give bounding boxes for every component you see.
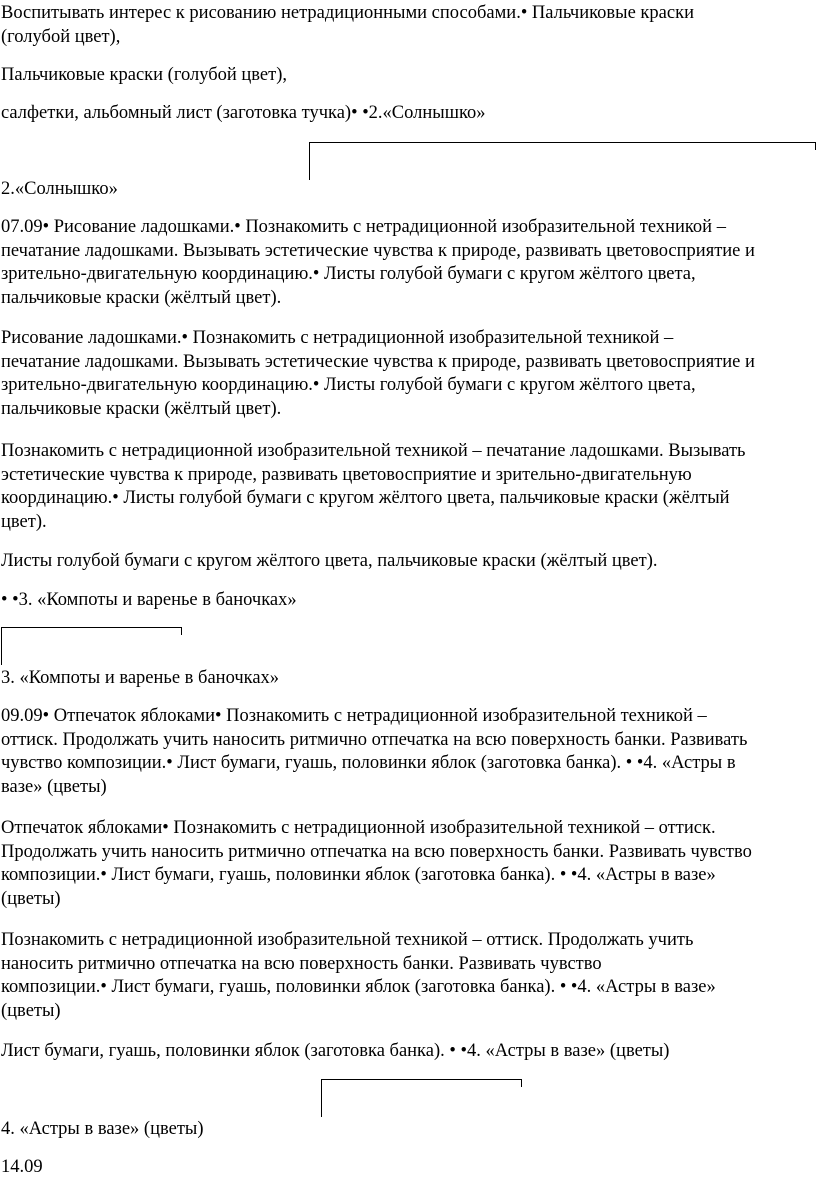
paragraph <box>1 1118 813 1142</box>
text-line: наносить ритмично отпечатка на всю поверхность банки. Развивать чувство <box>1 953 602 974</box>
paragraph <box>1 327 813 421</box>
paragraph <box>1 1156 813 1180</box>
text-line: оттиск. Продолжать учить наносить ритмично отпечатка на всю поверхность банки. Развивать <box>1 729 748 750</box>
text-line: 14.09 <box>1 1157 43 1177</box>
paragraph <box>1 550 813 574</box>
text-line: Лист бумаги, гуашь, половинки яблок (заготовка банка). • •4. «Астры в вазе» (цветы) <box>1 1041 670 1061</box>
text-line: цвет). <box>1 511 47 532</box>
text-line: (голубой цвет), <box>1 26 121 47</box>
paragraph <box>1 929 813 1023</box>
text-line: печатание ладошками. Вызывать эстетические чувства к природе, развивать цветовосприятие и <box>1 351 755 372</box>
text-line: зрительно-двигательную координацию.• Листы голубой бумаги с кругом жёлтого цвета, <box>1 375 696 395</box>
paragraph <box>1 589 813 613</box>
text-line: 3. «Компоты и варенье в баночках» <box>1 668 280 688</box>
text-line: зрительно-двигательную координацию.• Листы голубой бумаги с кругом жёлтого цвета, <box>1 264 696 284</box>
text-line: Листы голубой бумаги с кругом жёлтого цвета, пальчиковые краски (жёлтый цвет). <box>1 551 658 571</box>
text-line: • •3. «Компоты и варенье в баночках» <box>1 590 297 610</box>
text-line: вазе» (цветы) <box>1 776 107 797</box>
text-line: пальчиковые краски (жёлтый цвет). <box>1 398 282 419</box>
paragraph <box>1 817 813 911</box>
text-line: пальчиковые краски (жёлтый цвет). <box>1 287 282 308</box>
text-line: координацию.• Листы голубой бумаги с кругом жёлтого цвета, пальчиковые краски (жёлтый <box>1 488 730 508</box>
text-line: Познакомить с нетрадиционной изобразительной техникой – печатание ладошками. Вызывать <box>1 441 746 461</box>
text-line: Продолжать учить наносить ритмично отпечатка на всю поверхность банки. Развивать чувство <box>1 841 752 862</box>
paragraph <box>1 705 813 799</box>
text-line: (цветы) <box>1 1000 61 1021</box>
text-line: салфетки, альбомный лист (заготовка тучка)• •2.«Солнышко» <box>1 103 486 123</box>
paragraph <box>1 2 813 49</box>
text-line: 2.«Солнышко» <box>1 179 118 199</box>
paragraph <box>1 216 813 310</box>
text-line: Воспитывать интерес к рисованию нетрадиционными способами.• Пальчиковые краски <box>1 3 694 23</box>
text-line: Пальчиковые краски (голубой цвет), <box>1 65 288 85</box>
text-line: (цветы) <box>1 888 61 909</box>
paragraph <box>1 1040 813 1064</box>
text-line: Отпечаток яблоками• Познакомить с нетрадиционной изобразительной техникой – оттиск. <box>1 818 716 838</box>
text-line: Познакомить с нетрадиционной изобразительной техникой – оттиск. Продолжать учить <box>1 930 694 950</box>
text-line: 07.09• Рисование ладошками.• Познакомить с нетрадиционной изобразительной техникой – <box>1 217 726 237</box>
text-line: чувство композиции.• Лист бумаги, гуашь, половинки яблок (заготовка банка). • •4. «Астры в <box>1 753 736 773</box>
paragraph <box>1 440 813 534</box>
text-line: 4. «Астры в вазе» (цветы) <box>1 1119 204 1139</box>
text-line: композиции.• Лист бумаги, гуашь, половинки яблок (заготовка банка). • •4. «Астры в вазе» <box>1 977 716 997</box>
paragraph <box>1 178 813 202</box>
table-border-fragment <box>1 627 181 665</box>
table-border-fragment <box>309 142 815 180</box>
paragraph <box>1 102 813 126</box>
text-line: печатание ладошками. Вызывать эстетические чувства к природе, развивать цветовосприятие и <box>1 240 755 261</box>
table-border-fragment <box>321 1079 521 1117</box>
text-line: 09.09• Отпечаток яблоками• Познакомить с нетрадиционной изобразительной техникой – <box>1 706 707 726</box>
text-line: эстетические чувства к природе, развивать цветовосприятие и зрительно-двигательную <box>1 464 692 485</box>
text-line: Рисование ладошками.• Познакомить с нетрадиционной изобразительной техникой – <box>1 328 674 348</box>
paragraph <box>1 667 813 691</box>
paragraph <box>1 64 813 88</box>
text-line: композиции.• Лист бумаги, гуашь, половинки яблок (заготовка банка). • •4. «Астры в вазе» <box>1 865 716 885</box>
